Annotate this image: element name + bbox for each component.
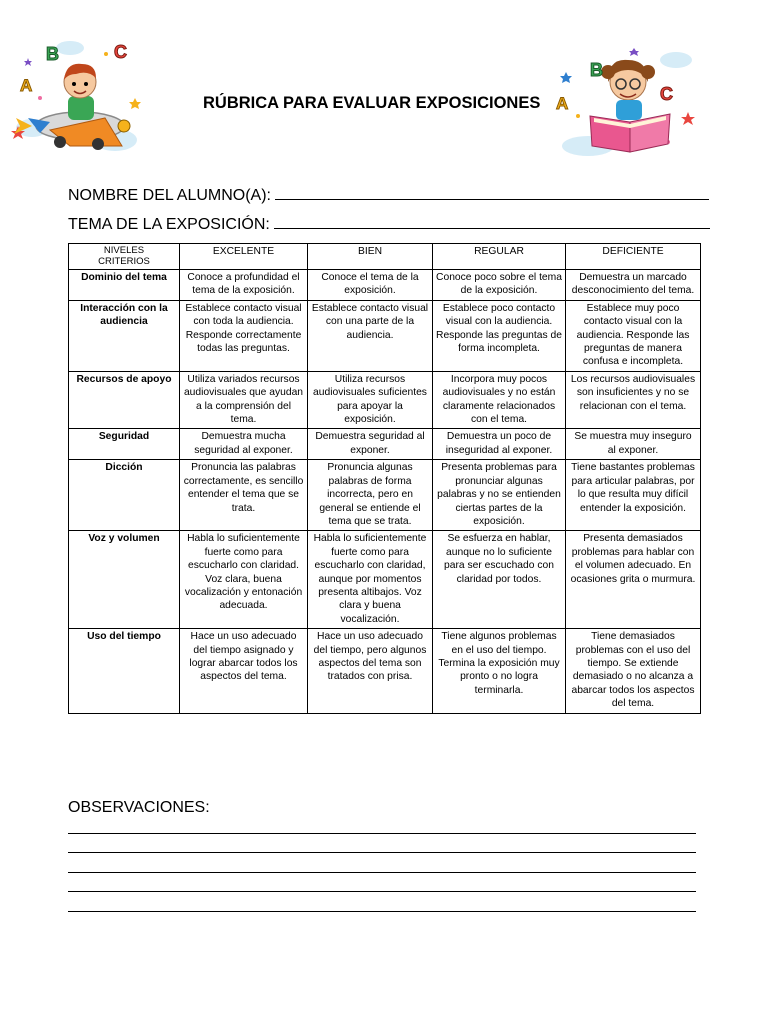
topic-label: TEMA DE LA EXPOSICIÓN: bbox=[68, 216, 270, 233]
letter-b-decoration: B bbox=[46, 44, 59, 64]
header-excelente: EXCELENTE bbox=[180, 244, 308, 270]
table-cell: Presenta demasiados problemas para hablar con el volumen adecuado. En ocasiones grita o murmura. bbox=[566, 531, 701, 629]
topic-blank[interactable] bbox=[274, 214, 710, 229]
page-title: RÚBRICA PARA EVALUAR EXPOSICIONES bbox=[203, 94, 541, 112]
table-row bbox=[69, 429, 701, 460]
table-cell: Utiliza recursos audiovisuales suficientes para apoyar la exposición. bbox=[308, 371, 433, 429]
observations-label: OBSERVACIONES: bbox=[68, 799, 210, 816]
table-cell: Conoce poco sobre el tema de la exposición. bbox=[433, 270, 566, 301]
table-cell: Hace un uso adecuado del tiempo, pero algunos aspectos del tema son tratados con prisa. bbox=[308, 629, 433, 713]
letter-a-decoration: A bbox=[556, 94, 569, 113]
header-bien: BIEN bbox=[308, 244, 433, 270]
table-cell: Los recursos audiovisuales son insuficientes y no se relacionan con el tema. bbox=[566, 371, 701, 429]
table-cell: Presenta problemas para pronunciar algunas palabras y no se entienden ciertas partes de la exposición. bbox=[433, 460, 566, 531]
criterion-cell: Recursos de apoyo bbox=[69, 371, 180, 429]
criterion-cell: Dominio del tema bbox=[69, 270, 180, 301]
student-name-field[interactable] bbox=[68, 185, 709, 205]
table-cell: Demuestra un marcado desconocimiento del tema. bbox=[566, 270, 701, 301]
table-cell: Tiene demasiados problemas con el uso del tiempo. Se extiende demasiado o no alcanza a abarcar todos los aspectos del tema. bbox=[566, 629, 701, 713]
table-row bbox=[69, 629, 701, 713]
table-cell: Demuestra mucha seguridad al exponer. bbox=[180, 429, 308, 460]
table-cell: Tiene bastantes problemas para articular palabras, por lo que resulta muy difícil entender la exposición. bbox=[566, 460, 701, 531]
table-cell: Conoce el tema de la exposición. bbox=[308, 270, 433, 301]
table-cell: Tiene algunos problemas en el uso del tiempo. Termina la exposición muy pronto o no logra terminarla. bbox=[433, 629, 566, 713]
table-row bbox=[69, 371, 701, 429]
table-row bbox=[69, 300, 701, 371]
table-cell: Establece contacto visual con una parte de la audiencia. bbox=[308, 300, 433, 371]
criterion-cell: Interacción con la audiencia bbox=[69, 300, 180, 371]
table-cell: Demuestra seguridad al exponer. bbox=[308, 429, 433, 460]
criterion-cell: Dicción bbox=[69, 460, 180, 531]
observations-line[interactable] bbox=[68, 833, 696, 834]
table-row bbox=[69, 270, 701, 301]
rubric-table bbox=[68, 243, 701, 714]
criterion-cell: Seguridad bbox=[69, 429, 180, 460]
table-cell: Pronuncia las palabras correctamente, es sencillo entender el tema que se trata. bbox=[180, 460, 308, 531]
header-deficiente: DEFICIENTE bbox=[566, 244, 701, 270]
table-cell: Utiliza variados recursos audiovisuales que ayudan a la comprensión del tema. bbox=[180, 371, 308, 429]
criterion-cell: Uso del tiempo bbox=[69, 629, 180, 713]
letter-b-decoration: B bbox=[590, 60, 603, 80]
header-regular: REGULAR bbox=[433, 244, 566, 270]
rubric-header-row bbox=[69, 244, 701, 270]
table-cell: Establece poco contacto visual con la audiencia. Responde las preguntas de forma incompleta. bbox=[433, 300, 566, 371]
letter-c-decoration: C bbox=[660, 84, 673, 104]
observations-line[interactable] bbox=[68, 872, 696, 873]
boy-airplane-clipart bbox=[10, 38, 145, 158]
table-cell: Establece contacto visual con toda la audiencia. Responde correctamente todas las preguntas. bbox=[180, 300, 308, 371]
table-cell: Hace un uso adecuado del tiempo asignado y lograr abarcar todos los aspectos del tema. bbox=[180, 629, 308, 713]
table-row bbox=[69, 531, 701, 629]
letter-a-decoration: A bbox=[20, 76, 33, 95]
observations-line[interactable] bbox=[68, 911, 696, 912]
table-row bbox=[69, 460, 701, 531]
table-cell: Se muestra muy inseguro al exponer. bbox=[566, 429, 701, 460]
table-cell: Pronuncia algunas palabras de forma incorrecta, pero en general se entiende el tema que se trata. bbox=[308, 460, 433, 531]
student-name-blank[interactable] bbox=[275, 185, 709, 200]
header-criteria: CRITERIOS bbox=[98, 256, 150, 267]
table-cell: Conoce a profundidad el tema de la exposición. bbox=[180, 270, 308, 301]
header-levels: NIVELES bbox=[103, 245, 145, 256]
girl-book-clipart bbox=[548, 42, 698, 164]
header-levels-criteria bbox=[69, 244, 180, 270]
criterion-cell: Voz y volumen bbox=[69, 531, 180, 629]
table-cell: Establece muy poco contacto visual con la audiencia. Responde las preguntas de manera confusa e incompleta. bbox=[566, 300, 701, 371]
table-cell: Habla lo suficientemente fuerte como para escucharlo con claridad, aunque por momentos presenta altibajos. Voz clara y buena vocalización. bbox=[308, 531, 433, 629]
observations-line[interactable] bbox=[68, 852, 696, 853]
student-name-label: NOMBRE DEL ALUMNO(A): bbox=[68, 187, 271, 204]
table-cell: Incorpora muy pocos audiovisuales y no están claramente relacionados con el tema. bbox=[433, 371, 566, 429]
table-cell: Se esfuerza en hablar, aunque no lo suficiente para ser escuchado con claridad por todos. bbox=[433, 531, 566, 629]
observations-line[interactable] bbox=[68, 891, 696, 892]
topic-field[interactable] bbox=[68, 214, 710, 234]
table-cell: Demuestra un poco de inseguridad al exponer. bbox=[433, 429, 566, 460]
letter-c-decoration: C bbox=[114, 42, 127, 62]
table-cell: Habla lo suficientemente fuerte como para escucharlo con claridad. Voz clara, buena vocalización y entonación adecuada. bbox=[180, 531, 308, 629]
